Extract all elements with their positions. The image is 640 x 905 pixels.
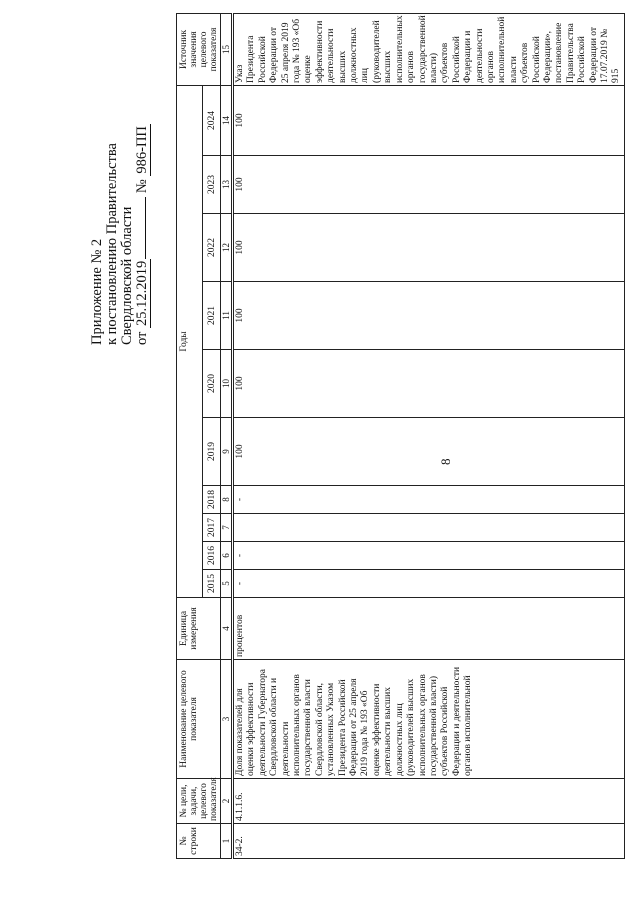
header-year: 2015 xyxy=(203,570,221,598)
year-value: 100 xyxy=(233,214,625,282)
year-value: 100 xyxy=(233,350,625,418)
column-number: 14 xyxy=(221,85,233,155)
decree-number: 986-ПП xyxy=(134,126,150,174)
column-number: 11 xyxy=(221,282,233,350)
year-value: 100 xyxy=(233,282,625,350)
year-value: 100 xyxy=(233,156,625,214)
row-number: 34-2. xyxy=(233,824,625,859)
from-label: от xyxy=(134,331,150,345)
target-indicators-table xyxy=(176,13,625,859)
column-number: 8 xyxy=(221,486,233,514)
year-value xyxy=(233,514,625,542)
decree-date: 25.12.2019 xyxy=(134,260,150,326)
header-source: Источник значения целевого показателя xyxy=(177,13,221,85)
column-number: 9 xyxy=(221,418,233,486)
column-number: 6 xyxy=(221,542,233,570)
year-value: 100 xyxy=(233,418,625,486)
column-number: 2 xyxy=(221,779,233,824)
appendix-line-decree: к постановлению Правительства xyxy=(104,143,120,345)
column-number-row xyxy=(221,13,233,858)
column-number: 12 xyxy=(221,214,233,282)
header-years-group: Годы xyxy=(177,85,203,597)
column-number: 7 xyxy=(221,514,233,542)
year-value: - xyxy=(233,542,625,570)
header-year: 2019 xyxy=(203,418,221,486)
header-year: 2023 xyxy=(203,156,221,214)
appendix-date-line xyxy=(135,45,150,345)
column-number: 1 xyxy=(221,824,233,859)
column-number: 10 xyxy=(221,350,233,418)
page-number: 8 xyxy=(438,458,453,465)
year-value: - xyxy=(233,570,625,598)
number-label: № xyxy=(134,179,150,194)
column-number: 3 xyxy=(221,660,233,779)
header-indicator-name: Наименование целевого показателя xyxy=(177,660,221,779)
column-number: 15 xyxy=(221,13,233,85)
header-goal-no: № цели, задачи, целевого показателя xyxy=(177,779,221,824)
appendix-title: Приложение № 2 xyxy=(89,238,105,345)
appendix-line-region: Свердловской области xyxy=(119,206,135,345)
table-row xyxy=(233,13,625,858)
column-number: 4 xyxy=(221,598,233,660)
year-value: 100 xyxy=(233,85,625,155)
header-year: 2018 xyxy=(203,486,221,514)
goal-number: 4.1.1.6. xyxy=(233,779,625,824)
unit-cell: процентов xyxy=(233,598,625,660)
header-year: 2022 xyxy=(203,214,221,282)
header-year: 2017 xyxy=(203,514,221,542)
header-year: 2024 xyxy=(203,85,221,155)
header-row-no: № строки xyxy=(177,824,221,859)
header-year: 2016 xyxy=(203,542,221,570)
source-cell: Указ Президента Российской Федерации от 25 апреля 2019 года № 193 «Об оценке эффективности деятельности высших должностных лиц (руководителей высших исполнительных органов государственной власти) субъектов Российской Федерации и деятельности органов исполнительной власти субъектов Российской Федерации», постановление Правительства Российской Федерации от 17.07.2019 № 915 xyxy=(233,13,625,85)
header-unit: Единица измерения xyxy=(177,598,221,660)
header-year: 2021 xyxy=(203,282,221,350)
column-number: 5 xyxy=(221,570,233,598)
indicator-name: Доля показателей для оценки эффективности деятельности Губернатора Свердловской области и деятельности исполнительных органов государственной власти Свердловской области, установленных Указом Президента Российской Федерации от 25 апреля 2019 года № 193 «Об оценке эффективности деятельности высших должностных лиц (руководителей высших исполнительных органов государственной власти) субъектов Российской Федерации и деятельности органов исполнительной xyxy=(233,660,625,779)
year-value: - xyxy=(233,486,625,514)
appendix-header xyxy=(90,45,150,345)
header-year: 2020 xyxy=(203,350,221,418)
column-number: 13 xyxy=(221,156,233,214)
